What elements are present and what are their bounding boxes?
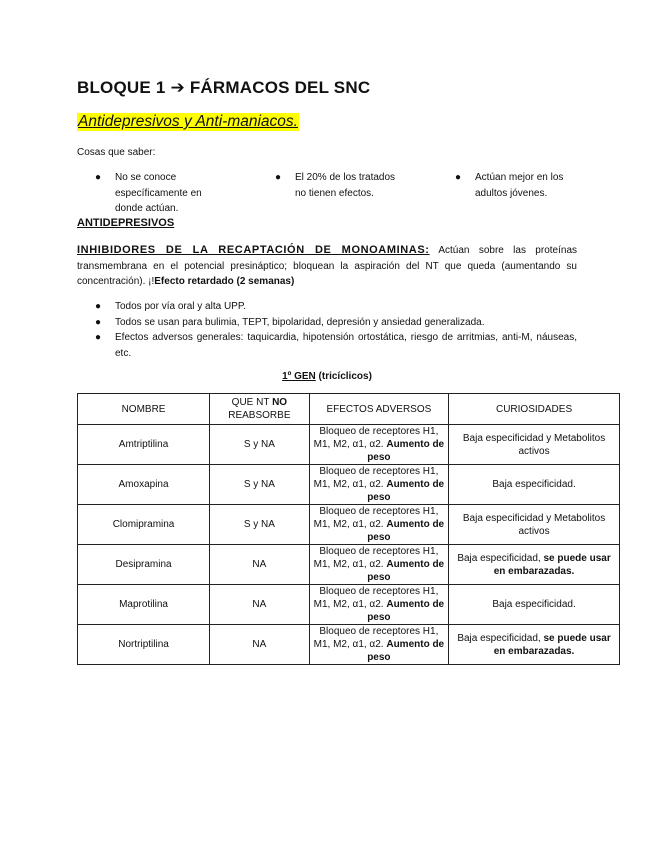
cell-curiosidades: Baja especificidad y Metabolitos activos <box>449 505 620 545</box>
fact-text: El 20% de los tratados no tienen efectos. <box>295 172 396 199</box>
table-row <box>78 625 620 665</box>
paragraph-bold-tail: Efecto retardado (2 semanas) <box>154 276 295 287</box>
highlighted-subtitle: Antidepresivos y Anti-maniacos. <box>78 113 298 130</box>
list-item: ● Todos por vía oral y alta UPP. <box>77 299 577 315</box>
intro-text: Cosas que saber: <box>77 147 156 158</box>
paragraph-lead: INHIBIDORES DE LA RECAPTACIÓN DE MONOAMINAS: <box>77 244 430 256</box>
header-nombre: NOMBRE <box>78 394 210 425</box>
table-row <box>78 465 620 505</box>
section-heading: ANTIDEPRESIVOS <box>77 217 175 229</box>
list-item: ● Efectos adversos generales: taquicardia, hipotensión ortostática, riesgo de arritmias, anti-M, náuseas, etc. <box>95 332 577 359</box>
header-efectos: EFECTOS ADVERSOS <box>309 394 448 425</box>
bullet-icon: ● <box>95 301 102 312</box>
cell-curiosidades: Baja especificidad, se puede usar en embarazadas. <box>449 545 620 585</box>
cell-efectos: Bloqueo de receptores H1, M1, M2, α1, α2. Aumento de peso <box>309 425 448 465</box>
cell-nt: S y NA <box>210 465 310 505</box>
cell-curiosidades: Baja especificidad, se puede usar en embarazadas. <box>449 625 620 665</box>
mechanism-paragraph <box>77 243 577 290</box>
drug-table <box>77 393 620 665</box>
cell-nombre: Desipramina <box>78 545 210 585</box>
title-rest: FÁRMACOS DEL SNC <box>189 78 371 97</box>
cell-efectos: Bloqueo de receptores H1, M1, M2, α1, α2. Aumento de peso <box>309 585 448 625</box>
fact-text: No se conoce específicamente en donde actúan. <box>115 172 202 214</box>
cell-nombre: Maprotilina <box>78 585 210 625</box>
cell-nt: S y NA <box>210 425 310 465</box>
cell-efectos: Bloqueo de receptores H1, M1, M2, α1, α2. Aumento de peso <box>309 625 448 665</box>
bullet-icon: ● <box>95 332 102 343</box>
header-nt: QUE NT NO REABSORBE <box>210 394 310 425</box>
list-item: ● Todos se usan para bulimia, TEPT, bipolaridad, depresión y ansiedad generalizada. <box>77 315 577 331</box>
page-title <box>77 78 370 98</box>
cell-nt: NA <box>210 625 310 665</box>
bullet-list <box>77 299 577 361</box>
cell-nombre: Amtriptilina <box>78 425 210 465</box>
table-row <box>78 545 620 585</box>
paragraph-text: Actúan sobre las proteínas transmembrana en el potencial presináptico; bloquean la aspiración del NT que queda (aumentando su concentración). ¡! <box>77 245 577 287</box>
table-row <box>78 585 620 625</box>
fact-text: Actúan mejor en los adultos jóvenes. <box>475 172 564 199</box>
table-row <box>78 425 620 465</box>
table-caption-gen: 1º GEN <box>282 371 316 382</box>
cell-efectos: Bloqueo de receptores H1, M1, M2, α1, α2. Aumento de peso <box>309 505 448 545</box>
arrow-icon: ➔ <box>170 78 185 97</box>
cell-nt: NA <box>210 585 310 625</box>
header-curiosidades: CURIOSIDADES <box>449 394 620 425</box>
cell-nt: S y NA <box>210 505 310 545</box>
cell-efectos: Bloqueo de receptores H1, M1, M2, α1, α2. Aumento de peso <box>309 545 448 585</box>
cell-nombre: Amoxapina <box>78 465 210 505</box>
bullet-icon: ● <box>95 172 102 183</box>
table-caption <box>77 371 577 382</box>
cell-nombre: Nortriptilina <box>78 625 210 665</box>
cell-nt: NA <box>210 545 310 585</box>
cell-nombre: Clomipramina <box>78 505 210 545</box>
bullet-icon: ● <box>95 316 102 328</box>
table-header-row <box>78 394 620 425</box>
bullet-icon: ● <box>455 172 462 183</box>
title-main: BLOQUE 1 <box>77 78 166 97</box>
cell-curiosidades: Baja especificidad. <box>449 465 620 505</box>
table-row <box>78 505 620 545</box>
table-caption-rest: (tricíclicos) <box>315 371 372 382</box>
bullet-icon: ● <box>275 172 282 183</box>
cell-curiosidades: Baja especificidad. <box>449 585 620 625</box>
cell-curiosidades: Baja especificidad y Metabolitos activos <box>449 425 620 465</box>
cell-efectos: Bloqueo de receptores H1, M1, M2, α1, α2. Aumento de peso <box>309 465 448 505</box>
